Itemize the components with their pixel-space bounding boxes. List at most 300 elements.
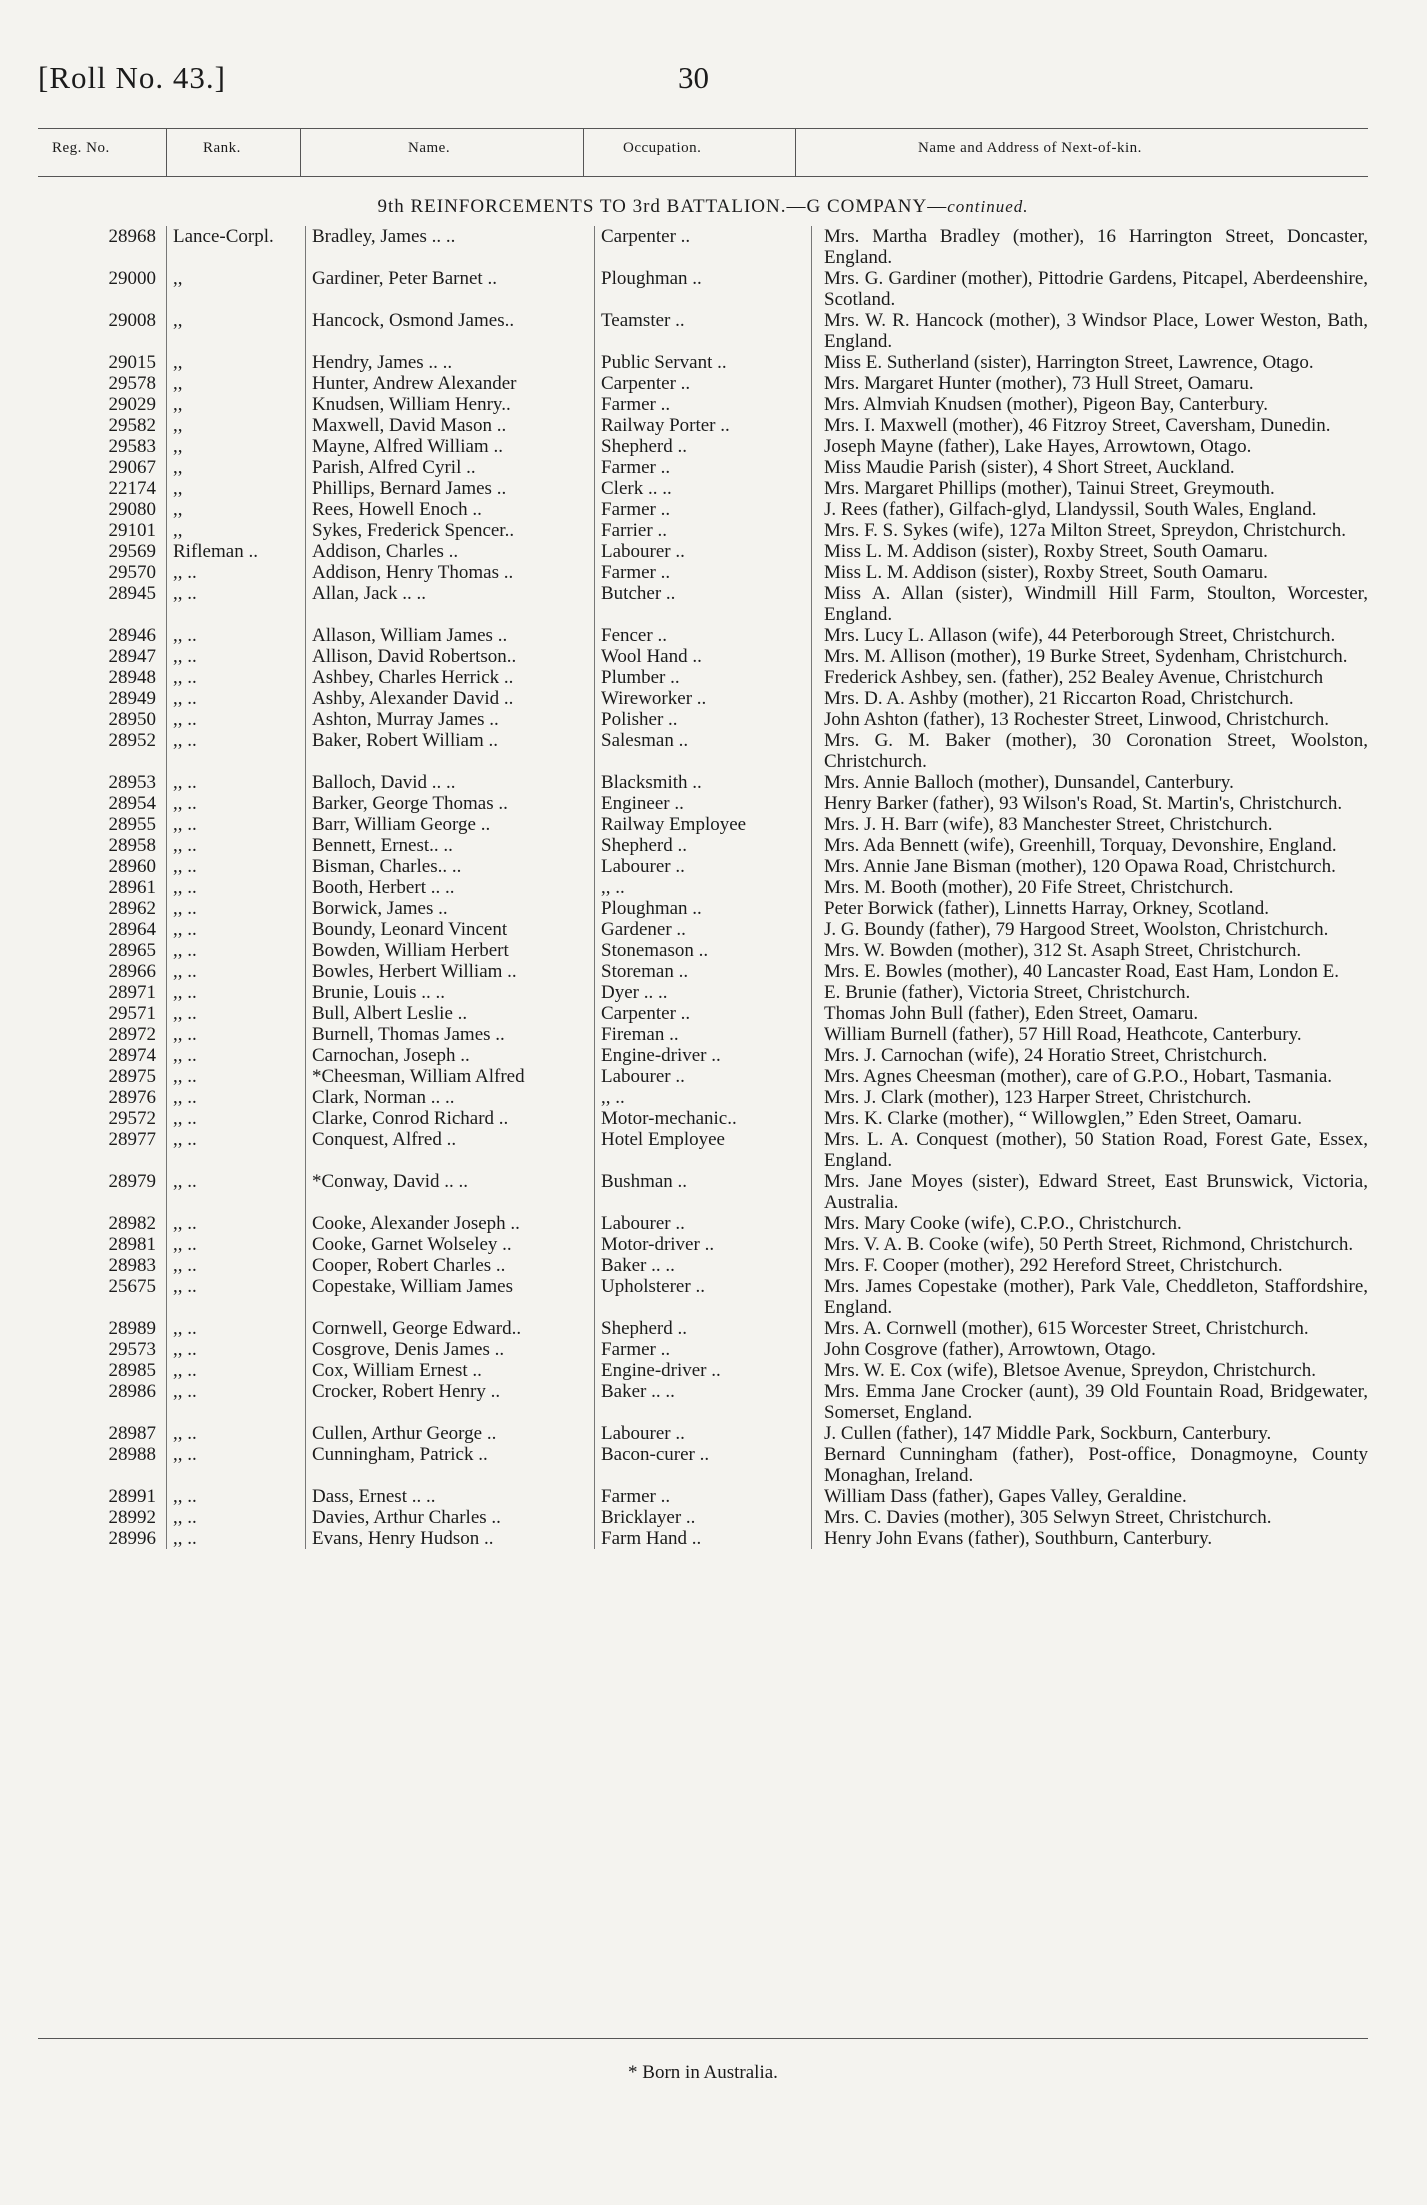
next-of-kin-cell: Mrs. J. H. Barr (wife), 83 Manchester Street, Christchurch. — [824, 814, 1273, 835]
table-row — [38, 478, 1368, 499]
rank-cell: ,, .. — [167, 625, 306, 646]
col-next-of-kin: Name and Address of Next-of-kin. — [918, 140, 1142, 156]
table-row — [38, 268, 1368, 310]
reg-no-cell: 28987 — [38, 1423, 167, 1444]
next-of-kin-cell: Mrs. Lucy L. Allason (wife), 44 Peterborough Street, Christchurch. — [824, 625, 1336, 646]
next-of-kin-cell: Mrs. Emma Jane Crocker (aunt), 39 Old Fountain Road, Bridgewater, Somerset, England. — [824, 1381, 1368, 1423]
table-row — [38, 1339, 1368, 1360]
next-of-kin-cell: Mrs. K. Clarke (mother), “ Willowglen,” Eden Street, Oamaru. — [824, 1108, 1302, 1129]
reg-no-cell: 28986 — [38, 1381, 167, 1423]
table-row — [38, 226, 1368, 268]
rank-cell: ,, — [167, 478, 306, 499]
rank-cell: ,, .. — [167, 940, 306, 961]
occupation-cell: Fireman .. — [595, 1024, 812, 1045]
name-cell: Cox, William Ernest .. — [306, 1360, 595, 1381]
next-of-kin-cell: Mrs. Mary Cooke (wife), C.P.O., Christchurch. — [824, 1213, 1182, 1234]
reg-no-cell: 28974 — [38, 1045, 167, 1066]
next-of-kin-cell: Miss E. Sutherland (sister), Harrington Street, Lawrence, Otago. — [824, 352, 1314, 373]
roll-number: [Roll No. 43.] — [38, 60, 226, 95]
name-cell: Mayne, Alfred William .. — [306, 436, 595, 457]
col-occupation: Occupation. — [623, 140, 702, 156]
name-cell: Clark, Norman .. .. — [306, 1087, 595, 1108]
name-cell: Bennett, Ernest.. .. — [306, 835, 595, 856]
table-row — [38, 541, 1368, 562]
next-of-kin-cell: Mrs. M. Allison (mother), 19 Burke Street, Sydenham, Christchurch. — [824, 646, 1348, 667]
name-cell: Gardiner, Peter Barnet .. — [306, 268, 595, 310]
rank-cell: ,, .. — [167, 688, 306, 709]
reg-no-cell: 28954 — [38, 793, 167, 814]
rank-cell: ,, .. — [167, 1129, 306, 1171]
reg-no-cell: 28979 — [38, 1171, 167, 1213]
next-of-kin-cell: Mrs. Margaret Phillips (mother), Tainui Street, Greymouth. — [824, 478, 1275, 499]
reg-no-cell: 28975 — [38, 1066, 167, 1087]
name-cell: Ashbey, Charles Herrick .. — [306, 667, 595, 688]
reg-no-cell: 29572 — [38, 1108, 167, 1129]
rank-cell: ,, .. — [167, 1486, 306, 1507]
next-of-kin-cell: Mrs. G. M. Baker (mother), 30 Coronation Street, Woolston, Christchurch. — [824, 730, 1368, 772]
table-row — [38, 562, 1368, 583]
occupation-cell: Salesman .. — [595, 730, 812, 772]
occupation-cell: Public Servant .. — [595, 352, 812, 373]
rank-cell: ,, — [167, 394, 306, 415]
reg-no-cell: 28958 — [38, 835, 167, 856]
rank-cell: ,, .. — [167, 1003, 306, 1024]
table-row — [38, 1381, 1368, 1423]
table-row — [38, 373, 1368, 394]
rank-cell: ,, .. — [167, 1276, 306, 1318]
rank-cell: ,, .. — [167, 1024, 306, 1045]
roll-table — [38, 226, 1368, 1549]
reg-no-cell: 28964 — [38, 919, 167, 940]
occupation-cell: Bushman .. — [595, 1171, 812, 1213]
rank-cell: ,, .. — [167, 1444, 306, 1486]
reg-no-cell: 28949 — [38, 688, 167, 709]
name-cell: Maxwell, David Mason .. — [306, 415, 595, 436]
reg-no-cell: 28988 — [38, 1444, 167, 1486]
next-of-kin-cell: Mrs. M. Booth (mother), 20 Fife Street, Christchurch. — [824, 877, 1234, 898]
reg-no-cell: 29571 — [38, 1003, 167, 1024]
table-row — [38, 730, 1368, 772]
reg-no-cell: 28985 — [38, 1360, 167, 1381]
occupation-cell: Labourer .. — [595, 856, 812, 877]
table-row — [38, 772, 1368, 793]
table-row — [38, 898, 1368, 919]
occupation-cell: Wool Hand .. — [595, 646, 812, 667]
name-cell: Cooke, Garnet Wolseley .. — [306, 1234, 595, 1255]
occupation-cell: Carpenter .. — [595, 373, 812, 394]
table-row — [38, 1171, 1368, 1213]
occupation-cell: Motor-mechanic.. — [595, 1108, 812, 1129]
reg-no-cell: 29569 — [38, 541, 167, 562]
rank-cell: ,, .. — [167, 1234, 306, 1255]
name-cell: Davies, Arthur Charles .. — [306, 1507, 595, 1528]
rank-cell: ,, .. — [167, 793, 306, 814]
name-cell: *Cheesman, William Alfred — [306, 1066, 595, 1087]
reg-no-cell: 28952 — [38, 730, 167, 772]
occupation-cell: Carpenter .. — [595, 226, 812, 268]
reg-no-cell: 28950 — [38, 709, 167, 730]
reg-no-cell: 28955 — [38, 814, 167, 835]
table-row — [38, 940, 1368, 961]
page-number: 30 — [678, 60, 709, 95]
name-cell: Barker, George Thomas .. — [306, 793, 595, 814]
name-cell: Hendry, James .. .. — [306, 352, 595, 373]
occupation-cell: Hotel Employee — [595, 1129, 812, 1171]
next-of-kin-cell: Mrs. F. S. Sykes (wife), 127a Milton Street, Spreydon, Christchurch. — [824, 520, 1346, 541]
reg-no-cell: 28945 — [38, 583, 167, 625]
reg-no-cell: 28976 — [38, 1087, 167, 1108]
table-row — [38, 1276, 1368, 1318]
occupation-cell: Farmer .. — [595, 457, 812, 478]
next-of-kin-cell: J. Rees (father), Gilfach-glyd, Llandyssil, South Wales, England. — [824, 499, 1317, 520]
name-cell: Evans, Henry Hudson .. — [306, 1528, 595, 1549]
reg-no-cell: 28992 — [38, 1507, 167, 1528]
name-cell: Barr, William George .. — [306, 814, 595, 835]
reg-no-cell: 29101 — [38, 520, 167, 541]
name-cell: Phillips, Bernard James .. — [306, 478, 595, 499]
reg-no-cell: 28989 — [38, 1318, 167, 1339]
rank-cell: ,, — [167, 457, 306, 478]
reg-no-cell: 28965 — [38, 940, 167, 961]
occupation-cell: Gardener .. — [595, 919, 812, 940]
name-cell: Bowles, Herbert William .. — [306, 961, 595, 982]
occupation-cell: ,, .. — [595, 877, 812, 898]
reg-no-cell: 28948 — [38, 667, 167, 688]
rank-cell: ,, .. — [167, 856, 306, 877]
next-of-kin-cell: Henry John Evans (father), Southburn, Canterbury. — [824, 1528, 1213, 1549]
reg-no-cell: 25675 — [38, 1276, 167, 1318]
next-of-kin-cell: Mrs. G. Gardiner (mother), Pittodrie Gardens, Pitcapel, Aberdeenshire, Scotland. — [824, 268, 1368, 310]
occupation-cell: Polisher .. — [595, 709, 812, 730]
name-cell: Borwick, James .. — [306, 898, 595, 919]
next-of-kin-cell: Mrs. C. Davies (mother), 305 Selwyn Street, Christchurch. — [824, 1507, 1272, 1528]
table-row — [38, 436, 1368, 457]
name-cell: Ashby, Alexander David .. — [306, 688, 595, 709]
reg-no-cell: 29578 — [38, 373, 167, 394]
table-row — [38, 877, 1368, 898]
next-of-kin-cell: Joseph Mayne (father), Lake Hayes, Arrowtown, Otago. — [824, 436, 1252, 457]
next-of-kin-cell: Miss A. Allan (sister), Windmill Hill Farm, Stoulton, Worcester, England. — [824, 583, 1368, 625]
next-of-kin-cell: Mrs. E. Bowles (mother), 40 Lancaster Road, East Ham, London E. — [824, 961, 1339, 982]
rank-cell: ,, .. — [167, 1360, 306, 1381]
name-cell: Carnochan, Joseph .. — [306, 1045, 595, 1066]
next-of-kin-cell: Mrs. W. E. Cox (wife), Bletsoe Avenue, Spreydon, Christchurch. — [824, 1360, 1316, 1381]
next-of-kin-cell: Mrs. Annie Jane Bisman (mother), 120 Opawa Road, Christchurch. — [824, 856, 1336, 877]
table-row — [38, 1507, 1368, 1528]
reg-no-cell: 29582 — [38, 415, 167, 436]
table-row — [38, 1318, 1368, 1339]
table-row — [38, 1066, 1368, 1087]
occupation-cell: Engine-driver .. — [595, 1045, 812, 1066]
reg-no-cell: 28946 — [38, 625, 167, 646]
rank-cell: ,, .. — [167, 1528, 306, 1549]
table-row — [38, 709, 1368, 730]
reg-no-cell: 29029 — [38, 394, 167, 415]
name-cell: Cullen, Arthur George .. — [306, 1423, 595, 1444]
occupation-cell: Farmer .. — [595, 562, 812, 583]
occupation-cell: Shepherd .. — [595, 1318, 812, 1339]
rank-cell: ,, .. — [167, 1213, 306, 1234]
occupation-cell: Baker .. .. — [595, 1381, 812, 1423]
table-row — [38, 1129, 1368, 1171]
rank-cell: ,, .. — [167, 646, 306, 667]
next-of-kin-cell: Mrs. Ada Bennett (wife), Greenhill, Torquay, Devonshire, England. — [824, 835, 1337, 856]
table-row — [38, 352, 1368, 373]
table-row — [38, 310, 1368, 352]
next-of-kin-cell: Mrs. Annie Balloch (mother), Dunsandel, Canterbury. — [824, 772, 1234, 793]
name-cell: Bowden, William Herbert — [306, 940, 595, 961]
footnote: * Born in Australia. — [628, 2062, 778, 2083]
name-cell: Cooper, Robert Charles .. — [306, 1255, 595, 1276]
reg-no-cell: 29583 — [38, 436, 167, 457]
reg-no-cell: 28972 — [38, 1024, 167, 1045]
rank-cell: ,, .. — [167, 667, 306, 688]
reg-no-cell: 29573 — [38, 1339, 167, 1360]
name-cell: Allan, Jack .. .. — [306, 583, 595, 625]
occupation-cell: Railway Employee — [595, 814, 812, 835]
rank-cell: ,, .. — [167, 583, 306, 625]
reg-no-cell: 28961 — [38, 877, 167, 898]
occupation-cell: Dyer .. .. — [595, 982, 812, 1003]
next-of-kin-cell: Miss Maudie Parish (sister), 4 Short Street, Auckland. — [824, 457, 1235, 478]
name-cell: Booth, Herbert .. .. — [306, 877, 595, 898]
occupation-cell: Railway Porter .. — [595, 415, 812, 436]
reg-no-cell: 29000 — [38, 268, 167, 310]
next-of-kin-cell: Mrs. A. Cornwell (mother), 615 Worcester Street, Christchurch. — [824, 1318, 1309, 1339]
table-row — [38, 457, 1368, 478]
rank-cell: ,, .. — [167, 1108, 306, 1129]
table-row — [38, 394, 1368, 415]
next-of-kin-cell: Mrs. W. Bowden (mother), 312 St. Asaph Street, Christchurch. — [824, 940, 1302, 961]
rank-cell: ,, .. — [167, 1087, 306, 1108]
occupation-cell: Storeman .. — [595, 961, 812, 982]
next-of-kin-cell: Henry Barker (father), 93 Wilson's Road, St. Martin's, Christchurch. — [824, 793, 1343, 814]
name-cell: Crocker, Robert Henry .. — [306, 1381, 595, 1423]
occupation-cell: Clerk .. .. — [595, 478, 812, 499]
col-rank: Rank. — [203, 140, 241, 156]
next-of-kin-cell: John Ashton (father), 13 Rochester Street, Linwood, Christchurch. — [824, 709, 1329, 730]
next-of-kin-cell: Mrs. Agnes Cheesman (mother), care of G.P.O., Hobart, Tasmania. — [824, 1066, 1333, 1087]
table-row — [38, 583, 1368, 625]
rank-cell: ,, .. — [167, 562, 306, 583]
reg-no-cell: 28968 — [38, 226, 167, 268]
occupation-cell: Baker .. .. — [595, 1255, 812, 1276]
next-of-kin-cell: Mrs. I. Maxwell (mother), 46 Fitzroy Street, Caversham, Dunedin. — [824, 415, 1331, 436]
rank-cell: ,, — [167, 310, 306, 352]
table-row — [38, 1087, 1368, 1108]
name-cell: Bradley, James .. .. — [306, 226, 595, 268]
occupation-cell: Engineer .. — [595, 793, 812, 814]
name-cell: Addison, Charles .. — [306, 541, 595, 562]
next-of-kin-cell: Mrs. L. A. Conquest (mother), 50 Station Road, Forest Gate, Essex, England. — [824, 1129, 1368, 1171]
name-cell: Baker, Robert William .. — [306, 730, 595, 772]
occupation-cell: Motor-driver .. — [595, 1234, 812, 1255]
rank-cell: ,, .. — [167, 1045, 306, 1066]
name-cell: Knudsen, William Henry.. — [306, 394, 595, 415]
rank-cell: ,, .. — [167, 1066, 306, 1087]
rank-cell: ,, .. — [167, 709, 306, 730]
rank-cell: ,, .. — [167, 877, 306, 898]
occupation-cell: Bricklayer .. — [595, 1507, 812, 1528]
name-cell: Sykes, Frederick Spencer.. — [306, 520, 595, 541]
reg-no-cell: 22174 — [38, 478, 167, 499]
table-row — [38, 415, 1368, 436]
name-cell: Bull, Albert Leslie .. — [306, 1003, 595, 1024]
name-cell: Parish, Alfred Cyril .. — [306, 457, 595, 478]
rank-cell: ,, .. — [167, 1381, 306, 1423]
table-row — [38, 1423, 1368, 1444]
reg-no-cell: 29008 — [38, 310, 167, 352]
rank-cell: ,, .. — [167, 1339, 306, 1360]
next-of-kin-cell: William Burnell (father), 57 Hill Road, Heathcote, Canterbury. — [824, 1024, 1302, 1045]
reg-no-cell: 28960 — [38, 856, 167, 877]
occupation-cell: Butcher .. — [595, 583, 812, 625]
rank-cell: ,, — [167, 520, 306, 541]
rank-cell: ,, .. — [167, 1507, 306, 1528]
occupation-cell: Blacksmith .. — [595, 772, 812, 793]
table-row — [38, 646, 1368, 667]
reg-no-cell: 28962 — [38, 898, 167, 919]
rank-cell: ,, — [167, 436, 306, 457]
reg-no-cell: 28981 — [38, 1234, 167, 1255]
name-cell: Allison, David Robertson.. — [306, 646, 595, 667]
reg-no-cell: 28996 — [38, 1528, 167, 1549]
name-cell: Cooke, Alexander Joseph .. — [306, 1213, 595, 1234]
next-of-kin-cell: William Dass (father), Gapes Valley, Geraldine. — [824, 1486, 1187, 1507]
next-of-kin-cell: Mrs. Margaret Hunter (mother), 73 Hull Street, Oamaru. — [824, 373, 1254, 394]
next-of-kin-cell: Mrs. J. Clark (mother), 123 Harper Street, Christchurch. — [824, 1087, 1252, 1108]
rank-cell: ,, .. — [167, 1255, 306, 1276]
rank-cell: ,, .. — [167, 835, 306, 856]
occupation-cell: Plumber .. — [595, 667, 812, 688]
occupation-cell: Ploughman .. — [595, 268, 812, 310]
table-row — [38, 1486, 1368, 1507]
section-title: 9th REINFORCEMENTS TO 3rd BATTALION.—G COMPANY—continued. — [377, 196, 1029, 217]
reg-no-cell: 28983 — [38, 1255, 167, 1276]
next-of-kin-cell: E. Brunie (father), Victoria Street, Christchurch. — [824, 982, 1191, 1003]
occupation-cell: Stonemason .. — [595, 940, 812, 961]
rank-cell: ,, .. — [167, 730, 306, 772]
next-of-kin-cell: Mrs. Jane Moyes (sister), Edward Street, East Brunswick, Victoria, Australia. — [824, 1171, 1368, 1213]
table-row — [38, 982, 1368, 1003]
next-of-kin-cell: J. Cullen (father), 147 Middle Park, Sockburn, Canterbury. — [824, 1423, 1272, 1444]
rank-cell: ,, — [167, 499, 306, 520]
table-row — [38, 667, 1368, 688]
rank-cell: ,, .. — [167, 1171, 306, 1213]
table-row — [38, 1255, 1368, 1276]
col-reg-no: Reg. No. — [52, 140, 110, 156]
reg-no-cell: 29570 — [38, 562, 167, 583]
reg-no-cell: 29067 — [38, 457, 167, 478]
name-cell: Conquest, Alfred .. — [306, 1129, 595, 1171]
occupation-cell: Upholsterer .. — [595, 1276, 812, 1318]
occupation-cell: Shepherd .. — [595, 835, 812, 856]
table-row — [38, 1003, 1368, 1024]
next-of-kin-cell: Bernard Cunningham (father), Post-office, Donagmoyne, County Monaghan, Ireland. — [824, 1444, 1368, 1486]
next-of-kin-cell: Mrs. W. R. Hancock (mother), 3 Windsor Place, Lower Weston, Bath, England. — [824, 310, 1368, 352]
name-cell: Copestake, William James — [306, 1276, 595, 1318]
name-cell: Hancock, Osmond James.. — [306, 310, 595, 352]
occupation-cell: ,, .. — [595, 1087, 812, 1108]
rank-cell: ,, .. — [167, 961, 306, 982]
next-of-kin-cell: Mrs. D. A. Ashby (mother), 21 Riccarton Road, Christchurch. — [824, 688, 1294, 709]
rank-cell: ,, — [167, 268, 306, 310]
occupation-cell: Farmer .. — [595, 394, 812, 415]
next-of-kin-cell: Frederick Ashbey, sen. (father), 252 Bealey Avenue, Christchurch — [824, 667, 1324, 688]
name-cell: Ashton, Murray James .. — [306, 709, 595, 730]
occupation-cell: Labourer .. — [595, 1213, 812, 1234]
page-header — [38, 60, 1368, 100]
rank-cell: Lance-Corpl. — [167, 226, 306, 268]
next-of-kin-cell: Mrs. Martha Bradley (mother), 16 Harrington Street, Doncaster, England. — [824, 226, 1368, 268]
table-row — [38, 814, 1368, 835]
table-row — [38, 919, 1368, 940]
reg-no-cell: 29015 — [38, 352, 167, 373]
occupation-cell: Ploughman .. — [595, 898, 812, 919]
next-of-kin-cell: Miss L. M. Addison (sister), Roxby Street, South Oamaru. — [824, 541, 1268, 562]
occupation-cell: Labourer .. — [595, 1423, 812, 1444]
bottom-rule — [38, 2038, 1368, 2039]
name-cell: Hunter, Andrew Alexander — [306, 373, 595, 394]
rank-cell: ,, .. — [167, 814, 306, 835]
reg-no-cell: 28971 — [38, 982, 167, 1003]
rank-cell: ,, .. — [167, 919, 306, 940]
occupation-cell: Labourer .. — [595, 541, 812, 562]
reg-no-cell: 28977 — [38, 1129, 167, 1171]
reg-no-cell: 28991 — [38, 1486, 167, 1507]
occupation-cell: Farrier .. — [595, 520, 812, 541]
rank-cell: ,, .. — [167, 898, 306, 919]
name-cell: *Conway, David .. .. — [306, 1171, 595, 1213]
table-row — [38, 1360, 1368, 1381]
reg-no-cell: 28982 — [38, 1213, 167, 1234]
table-row — [38, 1234, 1368, 1255]
name-cell: Boundy, Leonard Vincent — [306, 919, 595, 940]
next-of-kin-cell: Miss L. M. Addison (sister), Roxby Street, South Oamaru. — [824, 562, 1268, 583]
table-row — [38, 856, 1368, 877]
rank-cell: ,, — [167, 352, 306, 373]
reg-no-cell: 28953 — [38, 772, 167, 793]
next-of-kin-cell: Mrs. V. A. B. Cooke (wife), 50 Perth Street, Richmond, Christchurch. — [824, 1234, 1354, 1255]
name-cell: Dass, Ernest .. .. — [306, 1486, 595, 1507]
occupation-cell: Bacon-curer .. — [595, 1444, 812, 1486]
name-cell: Bisman, Charles.. .. — [306, 856, 595, 877]
rank-cell: ,, .. — [167, 1318, 306, 1339]
occupation-cell: Wireworker .. — [595, 688, 812, 709]
next-of-kin-cell: Mrs. James Copestake (mother), Park Vale, Cheddleton, Staffordshire, England. — [824, 1276, 1368, 1318]
occupation-cell: Carpenter .. — [595, 1003, 812, 1024]
rank-cell: Rifleman .. — [167, 541, 306, 562]
reg-no-cell: 29080 — [38, 499, 167, 520]
next-of-kin-cell: J. G. Boundy (father), 79 Hargood Street, Woolston, Christchurch. — [824, 919, 1329, 940]
next-of-kin-cell: Mrs. Almviah Knudsen (mother), Pigeon Bay, Canterbury. — [824, 394, 1268, 415]
next-of-kin-cell: Thomas John Bull (father), Eden Street, Oamaru. — [824, 1003, 1199, 1024]
occupation-cell: Shepherd .. — [595, 436, 812, 457]
next-of-kin-cell: Mrs. F. Cooper (mother), 292 Hereford Street, Christchurch. — [824, 1255, 1283, 1276]
rank-cell: ,, .. — [167, 982, 306, 1003]
name-cell: Clarke, Conrod Richard .. — [306, 1108, 595, 1129]
rank-cell: ,, — [167, 373, 306, 394]
occupation-cell: Labourer .. — [595, 1066, 812, 1087]
occupation-cell: Engine-driver .. — [595, 1360, 812, 1381]
occupation-cell: Farmer .. — [595, 1486, 812, 1507]
occupation-cell: Farmer .. — [595, 1339, 812, 1360]
table-row — [38, 835, 1368, 856]
next-of-kin-cell: Peter Borwick (father), Linnetts Harray, Orkney, Scotland. — [824, 898, 1269, 919]
table-row — [38, 520, 1368, 541]
next-of-kin-cell: Mrs. J. Carnochan (wife), 24 Horatio Street, Christchurch. — [824, 1045, 1268, 1066]
occupation-cell: Farm Hand .. — [595, 1528, 812, 1549]
